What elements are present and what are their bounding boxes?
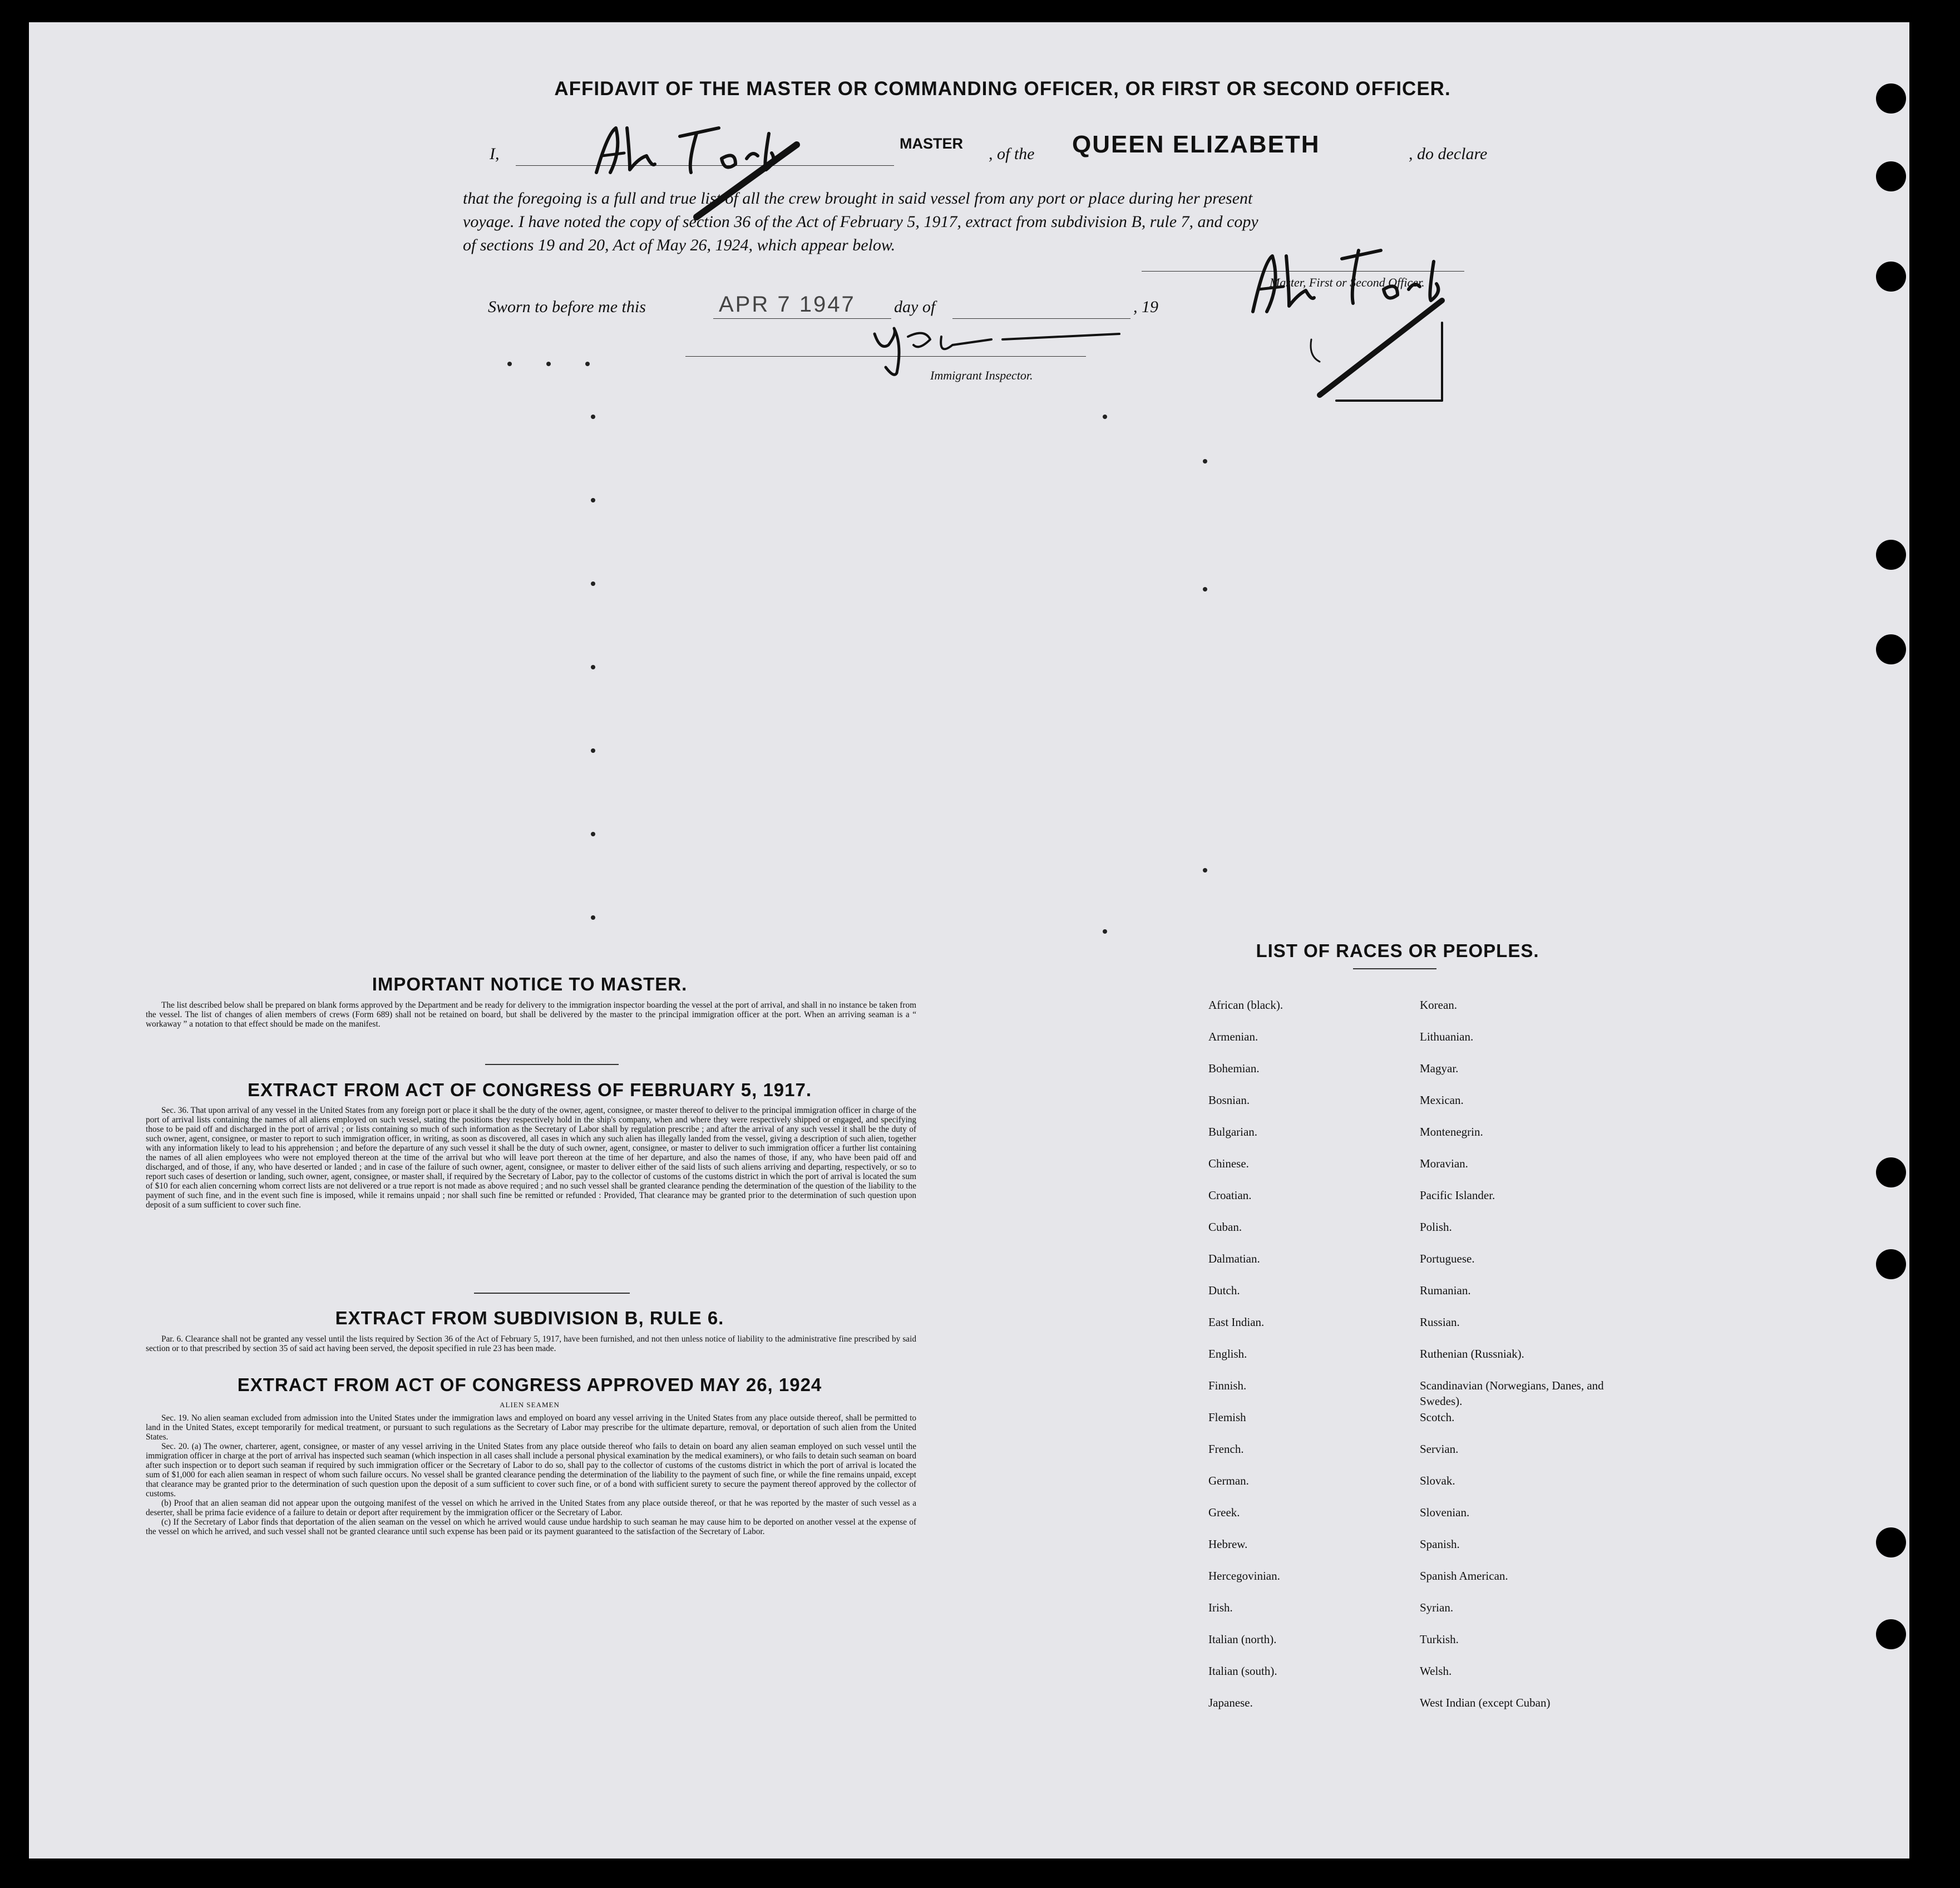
section-19-paragraph: Sec. 19. No alien seaman excluded from admission into the United States under the immigration laws and employed on board any vessel arriving in the United States from any place outside thereof, shall be permitted to land in the United States, except temporarily for medical treatment, or pursuant to such regulations as the Secretary of Labor may prescribe for the ultimate departure, removal, or deportation of such alien from the United States. [146, 1413, 916, 1442]
race-item: Italian (north). [1208, 1633, 1277, 1646]
declaration-line-2: voyage. I have noted the copy of section 36 of the Act of February 5, 1917, extract from subdivision B, rule 7, and copy [463, 213, 1258, 231]
extract-1917-text [146, 1106, 916, 1210]
race-item: Syrian. [1420, 1601, 1454, 1614]
section-20a-paragraph: Sec. 20. (a) The owner, charterer, agent, consignee, or master of any vessel arriving in the United States from any place outside thereof who fails to detain on board any alien seaman employed on such vessel until the immigration officer in charge at the port of arrival has inspected such seaman (which inspection in all cases shall include a personal physical examination by the medical examiners), or who fails to detain such seaman on board after such inspection or to deport such seaman if required by such immigration officer or the Secretary of Labor to do so, shall pay to the collector of customs of the customs district in which the port of arrival is located the sum of $1,000 for each alien seaman in respect of whom such failure occurs. No vessel shall be granted clearance pending the determination of the liability to the payment of such fine, or while the fine remains unpaid, except that clearance may be granted prior to the determination of such question upon the deposit of a sum sufficient to cover such fine, or of a bond with sufficient surety to secure the payment thereof approved by the collector of customs. [146, 1442, 916, 1498]
race-item: Italian (south). [1208, 1664, 1277, 1678]
race-item: Croatian. [1208, 1189, 1252, 1202]
punch-hole [1876, 1249, 1906, 1279]
race-item: East Indian. [1208, 1315, 1265, 1329]
section-20c-paragraph: (c) If the Secretary of Labor finds that deportation of the alien seaman on the vessel on which he arrived would cause undue hardship to such seaman he may cause him to be deported on another vessel at the expense of the vessel on which he arrived, and such vessel shall not be granted clearance until such expense has been paid or its payment guaranteed to the satisfaction of the Secretary of Labor. [146, 1517, 916, 1536]
race-item: African (black). [1208, 998, 1283, 1012]
race-item: Scandinavian (Norwegians, Danes, and Swedes). [1420, 1379, 1604, 1408]
extract-1924-text [146, 1413, 916, 1536]
races-title: LIST OF RACES OR PEOPLES. [1256, 940, 1539, 961]
race-item: Spanish. [1420, 1537, 1460, 1551]
punch-hole [1876, 540, 1906, 570]
race-item: Spanish American. [1420, 1569, 1508, 1583]
i-label: I, [490, 145, 500, 163]
race-item: Chinese. [1208, 1157, 1249, 1170]
punch-hole [1876, 1619, 1906, 1649]
race-item: Bulgarian. [1208, 1125, 1258, 1138]
race-item: Scotch. [1420, 1411, 1455, 1424]
punch-hole [1876, 1527, 1906, 1557]
race-item: English. [1208, 1347, 1247, 1360]
divider [485, 1064, 619, 1065]
race-item: Servian. [1420, 1442, 1459, 1456]
race-item: Cuban. [1208, 1220, 1242, 1234]
race-item: Moravian. [1420, 1157, 1468, 1170]
leader-dot [1203, 587, 1207, 591]
race-item: Dutch. [1208, 1284, 1240, 1297]
extract-1924-title: EXTRACT FROM ACT OF CONGRESS APPROVED MAY 26, 1924 [237, 1374, 822, 1395]
document-page [29, 22, 1909, 1859]
race-item: Armenian. [1208, 1030, 1258, 1043]
punch-hole [1876, 262, 1906, 292]
race-item: Bosnian. [1208, 1093, 1250, 1107]
races-column-2 [1420, 997, 1642, 1727]
subdivision-text [146, 1334, 916, 1353]
of-the-label: , of the [989, 145, 1035, 163]
section-20b-paragraph: (b) Proof that an alien seaman did not appear upon the outgoing manifest of the vessel on which he arrived in the United States from any place outside thereof, or that he was reported by the master of such vessel as a deserter, shall be prima facie evidence of a failure to detain or deport after requirement by the immigration officer or the Secretary of Labor. [146, 1498, 916, 1517]
extract-1917-paragraph: Sec. 36. That upon arrival of any vessel in the United States from any foreign port or place it shall be the duty of the owner, agent, consignee, or master thereof to deliver to the principal immigration officer in charge of the port of arrival lists containing the names of all aliens employed on such vessel, stating the positions they respectively hold in the ship's company, when and where they were respectively shipped or engaged, and specifying those to be paid off and discharged in the port of arrival ; or lists containing so much of such information as the Secretary of Labor shall by regulation prescribe ; and after the arrival of any such vessel it shall be the duty of such owner, agent, consignee, or master to report to such immigration officer, in writing, as soon as discovered, all cases in which any such alien has illegally landed from the vessel, giving a description of such alien, together with any information likely to lead to his apprehension ; and before the departure of any such vessel it shall be the duty of such owner, agent, consignee, or master to deliver to such immigration officer a further list containing the names of all alien employees who were not employed thereon at the time of the arrival but who will leave port thereon at the time of her departure, and also the names of those, if any, who have been paid off and discharged, and of those, if any, who have deserted or landed ; and in case of the failure of such owner, agent, consignee, or master to deliver either of the said lists of such aliens arriving and departing, respectively, or so to report such cases of desertion or landing, such owner, agent, consignee, or master shall, if required by the Secretary of Labor, pay to the collector of customs of the customs district in which the port of arrival is located the sum of $10 for each alien concerning whom correct lists are not delivered or a true report is not made as above required ; and no such vessel shall be granted clearance pending the determination of the question of the liability to the payment of such fine, and in the event such fine is imposed, while it remains unpaid ; nor shall such fine be remitted or refunded : Provided, That clearance may be granted prior to the determination of such question upon deposit of a sum sufficient to cover such fine. [146, 1106, 916, 1210]
race-item: Polish. [1420, 1220, 1452, 1234]
leader-dot [591, 498, 595, 502]
punch-hole [1876, 161, 1906, 191]
race-item: Korean. [1420, 998, 1458, 1012]
notice-title: IMPORTANT NOTICE TO MASTER. [372, 974, 688, 994]
race-item: Finnish. [1208, 1379, 1247, 1392]
date-stamp: APR 7 1947 [719, 292, 856, 317]
day-of-label: day of [894, 298, 936, 316]
race-item: Lithuanian. [1420, 1030, 1474, 1043]
subdivision-paragraph: Par. 6. Clearance shall not be granted any vessel until the lists required by Section 36 of the Act of February 5, 1917, have been furnished, and not then unless notice of liability to the administrative fine prescribed by said section or to that prescribed by section 35 of said act having been served, the deposit specified in rule 23 has been made. [146, 1334, 916, 1353]
vessel-name: QUEEN ELIZABETH [1072, 131, 1320, 158]
subdivision-title: EXTRACT FROM SUBDIVISION B, RULE 6. [335, 1308, 724, 1328]
race-item: Welsh. [1420, 1664, 1452, 1678]
race-item: German. [1208, 1474, 1249, 1487]
race-item: Slovak. [1420, 1474, 1455, 1487]
race-item: Russian. [1420, 1315, 1460, 1329]
leader-dot [546, 362, 551, 366]
leader-dot [1203, 868, 1207, 872]
master-caption: Master, First or Second Officer. [1270, 275, 1425, 289]
races-underline [1353, 968, 1436, 969]
race-item: Flemish [1208, 1411, 1246, 1424]
divider [474, 1293, 630, 1294]
notice-paragraph: The list described below shall be prepared on blank forms approved by the Department and be ready for delivery to the immigration inspector boarding the vessel at the port of arrival, and shall in no instance be taken from the vessel. The list of changes of alien members of crews (Form 689) shall not be retained on board, but shall be delivered by the master to the principal immigration officer at the port. When an arriving seaman is a “ workaway ” a notation to that effect should be made on the manifest. [146, 1000, 916, 1029]
races-column-1 [1208, 997, 1409, 1727]
race-item: Turkish. [1420, 1633, 1459, 1646]
declaration-line-1: that the foregoing is a full and true list of all the crew brought in said vessel from any port or place during her present [463, 189, 1253, 208]
race-item: Hercegovinian. [1208, 1569, 1280, 1583]
punch-hole [1876, 83, 1906, 114]
race-item: Magyar. [1420, 1062, 1459, 1075]
race-item: Pacific Islander. [1420, 1189, 1495, 1202]
inspector-caption: Immigrant Inspector. [930, 368, 1033, 382]
race-item: West Indian (except Cuban) [1420, 1696, 1551, 1709]
punch-hole [1876, 1157, 1906, 1187]
race-item: Bohemian. [1208, 1062, 1260, 1075]
extract-1917-title: EXTRACT FROM ACT OF CONGRESS OF FEBRUARY 5, 1917. [247, 1079, 812, 1100]
leader-dot [591, 832, 595, 836]
race-item: Dalmatian. [1208, 1252, 1260, 1265]
race-item: Japanese. [1208, 1696, 1253, 1709]
race-item: French. [1208, 1442, 1244, 1456]
leader-dot [591, 665, 595, 669]
affidavit-title: AFFIDAVIT OF THE MASTER OR COMMANDING OFFICER, OR FIRST OR SECOND OFFICER. [554, 78, 1451, 100]
race-item: Slovenian. [1420, 1506, 1470, 1519]
leader-dot [591, 748, 595, 753]
race-item: Irish. [1208, 1601, 1233, 1614]
race-item: Mexican. [1420, 1093, 1464, 1107]
punch-hole [1876, 634, 1906, 664]
leader-dot [1103, 929, 1107, 934]
race-item: Hebrew. [1208, 1537, 1248, 1551]
declaration-line-3: of sections 19 and 20, Act of May 26, 1924, which appear below. [463, 236, 896, 254]
leader-dot [1203, 459, 1207, 464]
leader-dot [1103, 415, 1107, 419]
leader-dot [591, 581, 595, 586]
race-item: Ruthenian (Russniak). [1420, 1347, 1524, 1360]
leader-dot [507, 362, 512, 366]
race-item: Portuguese. [1420, 1252, 1475, 1265]
do-declare-label: , do declare [1409, 145, 1488, 163]
race-item: Rumanian. [1420, 1284, 1471, 1297]
rank-label: MASTER [900, 135, 963, 152]
leader-dot [591, 915, 595, 920]
master-signature-2 [1242, 228, 1498, 417]
alien-seamen-subtitle: ALIEN SEAMEN [500, 1401, 560, 1409]
race-item: Greek. [1208, 1506, 1240, 1519]
year-label: , 19 [1133, 298, 1158, 316]
race-item: Montenegrin. [1420, 1125, 1483, 1138]
leader-dot [591, 415, 595, 419]
sworn-label: Sworn to before me this [488, 298, 646, 316]
leader-dot [585, 362, 590, 366]
notice-text [146, 1000, 916, 1029]
